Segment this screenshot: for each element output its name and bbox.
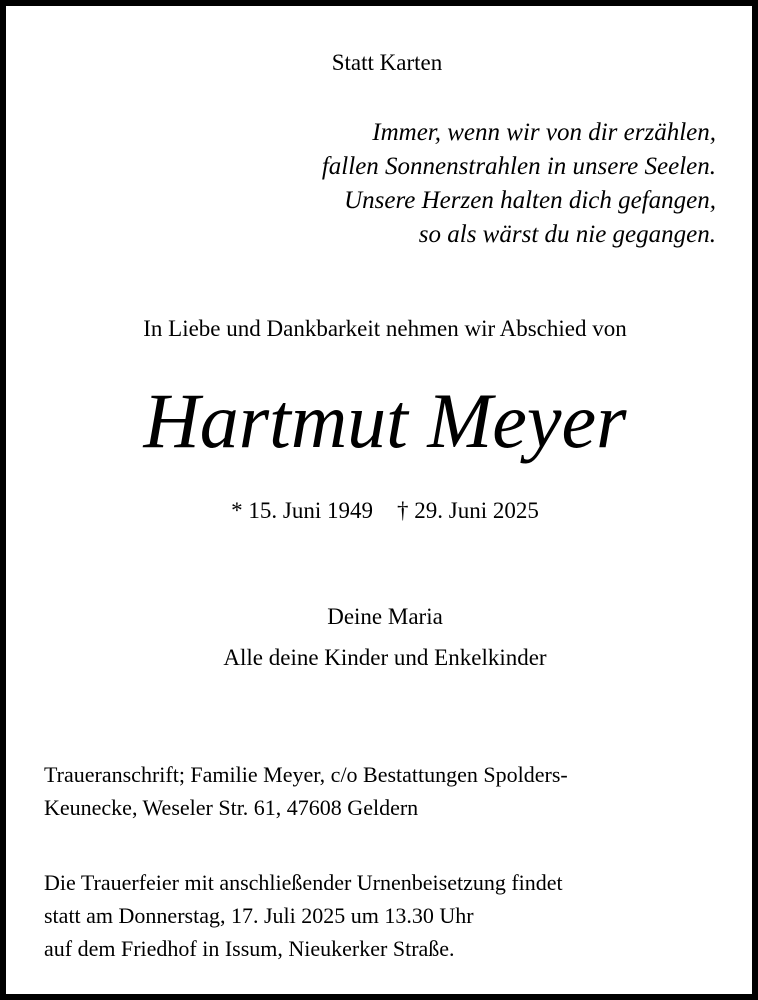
funeral-ceremony-info	[44, 866, 563, 965]
poem-line: Immer, wenn wir von dir erzählen,	[372, 119, 716, 146]
farewell-intro-text: In Liebe und Dankbarkeit nehmen wir Abschied von	[143, 316, 627, 341]
ceremony-line: auf dem Friedhof in Issum, Nieukerker Straße.	[44, 936, 455, 961]
poem-line: fallen Sonnenstrahlen in unsere Seelen.	[321, 153, 716, 180]
mourning-address	[44, 758, 568, 824]
birth-date: * 15. Juni 1949	[231, 498, 373, 523]
mourner-line: Alle deine Kinder und Enkelkinder	[223, 645, 547, 670]
poem-line: so als wärst du nie gegangen.	[418, 221, 716, 248]
farewell-intro	[6, 316, 758, 342]
poem-line: Unsere Herzen halten dich gefangen,	[344, 187, 716, 214]
mourners-block	[6, 596, 758, 678]
statt-karten-heading	[6, 50, 752, 76]
address-line: Traueranschrift; Familie Meyer, c/o Bestattungen Spolders-	[44, 762, 568, 787]
memorial-poem	[322, 116, 716, 252]
ceremony-line: statt am Donnerstag, 17. Juli 2025 um 13.30 Uhr	[44, 903, 474, 928]
ceremony-line: Die Trauerfeier mit anschließender Urnenbeisetzung findet	[44, 870, 563, 895]
deceased-name: Hartmut Meyer	[143, 377, 627, 464]
mourner-line: Deine Maria	[327, 604, 443, 629]
address-line: Keunecke, Weseler Str. 61, 47608 Geldern	[44, 795, 419, 820]
death-date: † 29. Juni 2025	[397, 498, 539, 523]
life-dates	[6, 498, 758, 524]
statt-karten-text: Statt Karten	[331, 50, 443, 75]
